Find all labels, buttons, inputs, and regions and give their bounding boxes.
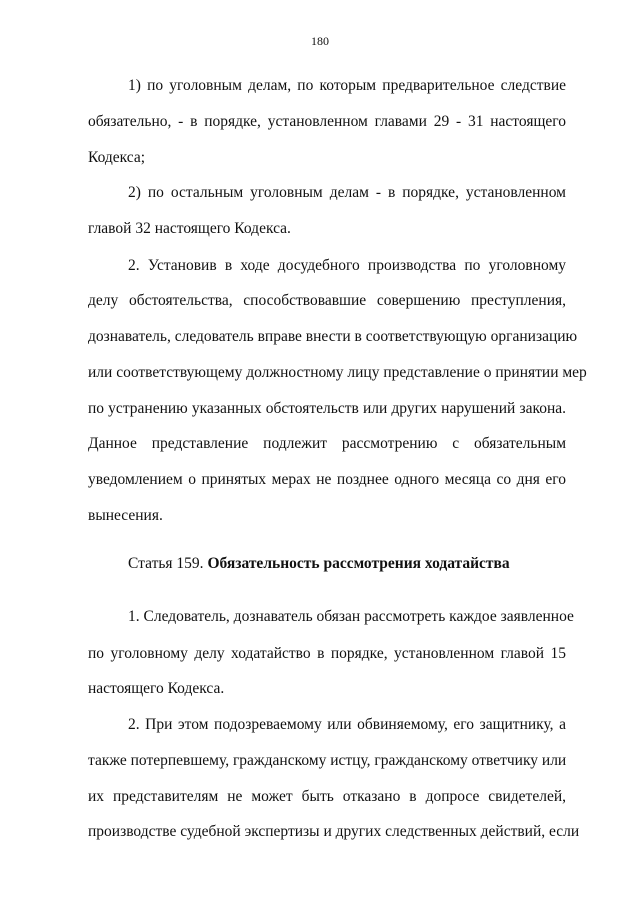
text-line: по устранению указанных обстоятельств или других нарушений закона. <box>88 400 566 417</box>
text-line: или соответствующему должностному лицу представление о принятии мер <box>88 364 587 381</box>
text-line: производстве судебной экспертизы и других следственных действий, если <box>88 823 580 840</box>
text-line: обязательно, - в порядке, установленном главами 29 - 31 настоящего <box>88 113 566 130</box>
text-line: их представителям не может быть отказано в допросе свидетелей, <box>88 788 566 805</box>
text-line: главой 32 настоящего Кодекса. <box>88 220 291 237</box>
text-line: уведомлением о принятых мерах не позднее одного месяца со дня его <box>88 471 566 488</box>
text-line: также потерпевшему, гражданскому истцу, гражданскому ответчику или <box>88 752 567 769</box>
article-heading <box>128 554 566 574</box>
article-title: Обязательность рассмотрения ходатайства <box>207 555 510 572</box>
text-line: настоящего Кодекса. <box>88 680 225 697</box>
text-line: 2. Установив в ходе досудебного производства по уголовному <box>128 257 566 274</box>
text-line: Данное представление подлежит рассмотрению с обязательным <box>88 435 566 452</box>
text-line: дознаватель, следователь вправе внести в соответствующую организацию <box>88 328 578 345</box>
text-line: 2) по остальным уголовным делам - в порядке, установленном <box>128 184 566 201</box>
text-line: 1) по уголовным делам, по которым предварительное следствие <box>128 77 566 94</box>
text-line: Кодекса; <box>88 149 146 166</box>
text-line: по уголовному делу ходатайство в порядке, установленном главой 15 <box>88 645 566 662</box>
article-number: Статья 159. <box>128 555 204 572</box>
text-line: вынесения. <box>88 507 163 524</box>
text-line: 1. Следователь, дознаватель обязан рассмотреть каждое заявленное <box>128 608 574 625</box>
page-number: 180 <box>311 34 329 48</box>
text-line: 2. При этом подозреваемому или обвиняемому, его защитнику, а <box>128 716 566 733</box>
text-line: делу обстоятельства, способствовавшие совершению преступления, <box>88 292 566 309</box>
